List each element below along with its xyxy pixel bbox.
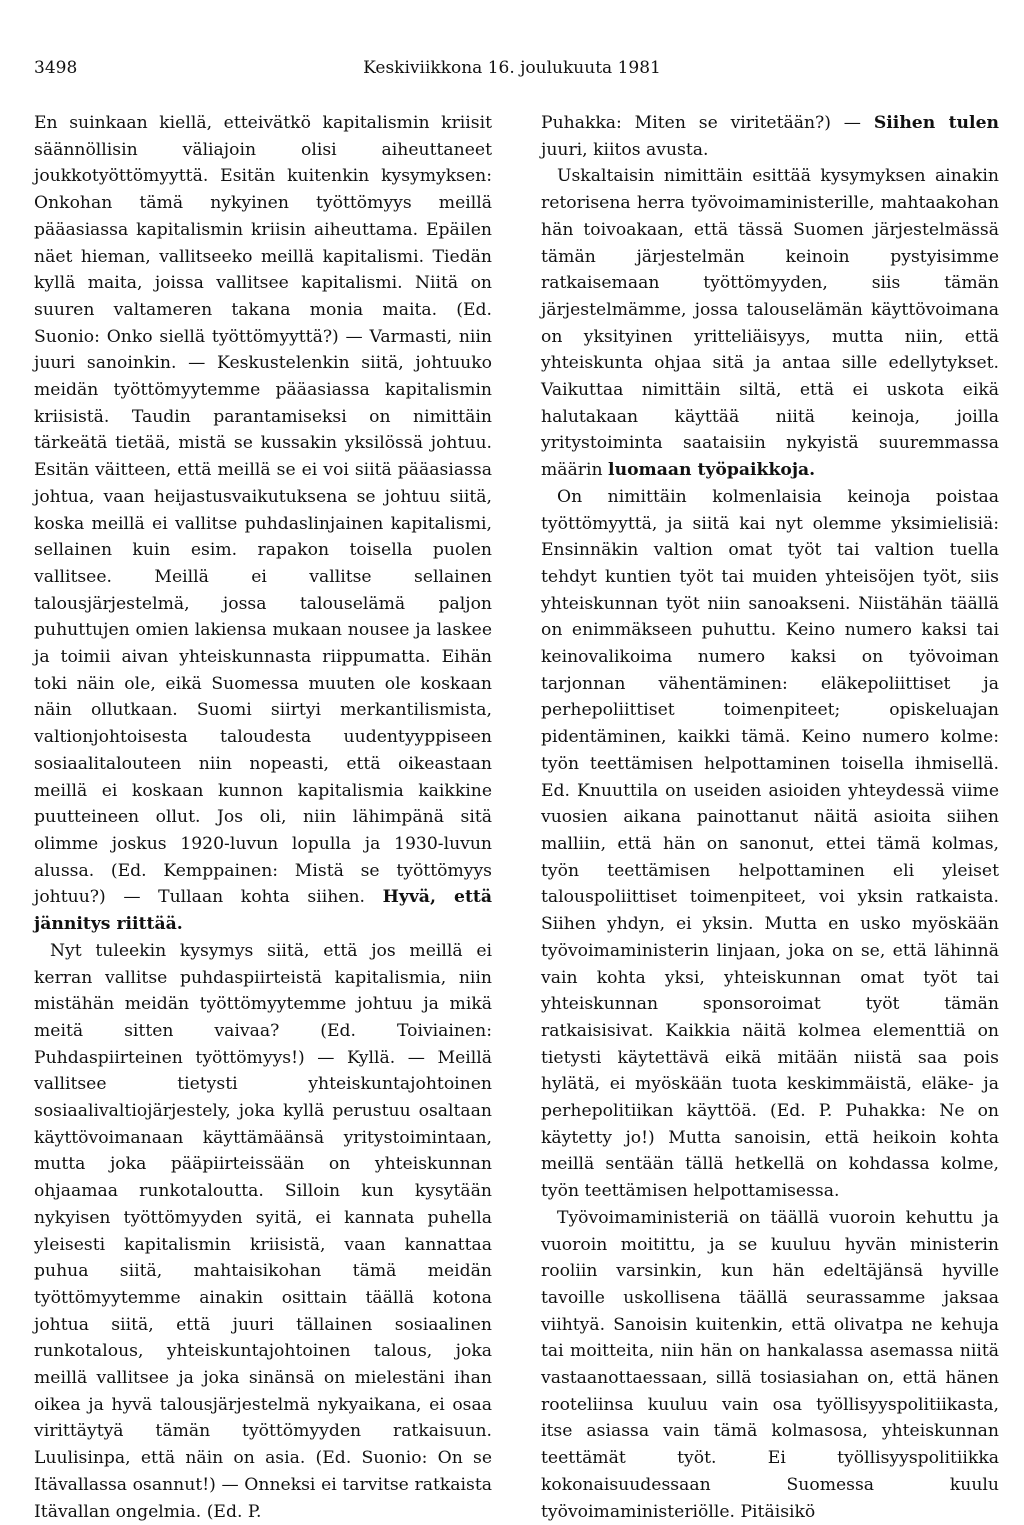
page-header <box>34 58 990 84</box>
paragraph: Nyt tuleekin kysymys siitä, että jos meillä ei kerran vallitse puhdaspiirteistä kapitalismia, niin mistähän meidän työttömyytemme johtuu ja mikä meitä sitten vaivaa? (Ed. Toiviainen: Puhdaspiirteinen työttömyys!) — Kyllä. — Meillä vallitsee tietysti yhteiskuntajohtoinen sosiaalivaltiojärjestely, joka kyllä perustuu osaltaan käyttövoimanaan käyttämäänsä yritystoimintaan, mutta joka pääpiirteissään on yhteiskunnan ohjaamaa runkotaloutta. Silloin kun kysytään nykyisen työttömyyden syitä, ei kannata puhella yleisesti kapitalismin kriisistä, vaan kannattaa puhua siitä, mahtaisikohan tämä meidän työttömyytemme ainakin osittain täällä kotona johtua siitä, että juuri tällainen sosiaalinen runkotalous, yhteiskuntajohtoinen talous, joka meillä vallitsee ja joka sinänsä on mielestäni ihan oikea ja hyvä talousjärjestelmä nykyaikana, ei osaa virittäytyä tämän työttömyyden ratkaisuun. Luulisinpa, että näin on asia. (Ed. Suonio: On se Itävallassa osannut!) — Onneksi ei tarvitse ratkaista Itävallan ongelmia. (Ed. P. <box>34 940 492 1522</box>
paragraph-text: En suinkaan kiellä, etteivätkö kapitalismin kriisit säännöllisin väliajoin olisi aiheuttaneet joukkotyöttömyyttä. Esitän kuitenkin kysymyksen: Onkohan tämä nykyinen työttömyys meillä pääasiassa kapitalismin kriisin aiheuttama. Epäilen näet hieman, vallitseeko meillä kapitalismi. Tiedän kyllä maita, joissa vallitsee kapitalismi. Niitä on suuren valtameren takana monia maita. (Ed. Suonio: Onko siellä työttömyyttä?) — Varmasti, niin juuri sanoinkin. — Keskustelenkin siitä, johtuuko meidän työttömyytemme pääasiassa kapitalismin kriisistä. Taudin parantamiseksi on nimittäin tärkeätä tietää, mistä se kussakin yksilössä johtuu. Esitän väitteen, että meillä se ei voi siitä pääasiassa johtua, vaan heijastusvaikutuksena se johtuu siitä, koska meillä ei vallitse puhdaslinjainen kapitalismi, sellainen kuin esim. rapakon toisella puolen vallitsee. Meillä ei vallitse sellainen talousjärjestelmä, jossa talouselämä paljon puhuttujen omien lakiensa mukaan nousee ja laskee ja toimii aivan yhteiskunnasta riippumatta. Eihän toki näin ole, eikä Suomessa muuten ole koskaan näin ollutkaan. Suomi siirtyi merkantilismista, valtionjohtoisesta taloudesta uudentyyppiseen sosiaalitalouteen niin nopeasti, että oikeastaan meillä ei koskaan kunnon kapitalismia kaikkine puutteineen ollut. Jos oli, niin lähimpänä sitä olimme joskus 1920-luvun lopulla ja 1930-luvun alussa. (Ed. Kemppainen: Mistä se työttömyys johtuu?) — Tullaan kohta siihen. <box>34 113 492 908</box>
page-number: 3498 <box>34 58 78 78</box>
paragraph: On nimittäin kolmenlaisia keinoja poistaa työttömyyttä, ja siitä kai nyt olemme yksimielisiä: Ensinnäkin valtion omat työt tai valtion tuella tehdyt kuntien työt tai muiden yhteisöjen työt, siis yhteiskunnan työt niin sanoakseni. Niistähän täällä on enimmäkseen puhuttu. Keino numero kaksi tai keinovalikoima numero kaksi on työvoiman tarjonnan vähentäminen: eläkepoliittiset ja perhepoliittiset toimenpiteet; opiskeluajan pidentäminen, kaikki tämä. Keino numero kolme: työn teettämisen helpottaminen toisella ihmisellä. Ed. Knuuttila on useiden asioiden yhteydessä viime vuosien aikana painottanut näitä asioita siihen malliin, että hän on sanonut, ettei tämä kolmas, työn teettämisen helpottaminen eli yleiset talouspoliittiset toimenpiteet, voi yksin ratkaista. Siihen yhdyn, ei yksin. Mutta en usko myöskään työvoimaministerin linjaan, joka on se, että lähinnä vain kohta yksi, yhteiskunnan omat työt tai yhteiskunnan sponsoroimat työt tämän ratkaisisivat. Kaikkia näitä kolmea elementtiä on tietysti käytettävä eikä mitään niistä saa pois hylätä, ei myöskään tuota keskimmäistä, eläke- ja perhepolitiikan käyttöä. (Ed. P. Puhakka: Ne on käytetty jo!) Mutta sanoisin, että heikoin kohta meillä sentään tällä hetkellä on kohdassa kolme, työn teettämisen helpottamisessa. <box>541 486 999 1202</box>
emphasized-text: Hyvä, että jännitys riittää. <box>34 887 492 935</box>
paragraph <box>34 110 492 938</box>
paragraph-text: Uskaltaisin nimittäin esittää kysymyksen ainakin retorisena herra työvoimaministerille, mahtaakohan hän toivoakaan, että tässä Suomen järjestelmässä tämän järjestelmän keinoin pystyisimme ratkaisemaan työttömyyden, siis tämän järjestelmämme, jossa talouselämän käyttövoimana on yksityinen yritteliäisyys, mutta niin, että yhteiskunta ohjaa sitä ja antaa sille edellytykset. Vaikuttaa nimittäin siltä, että ei uskota eikä halutakaan käyttää niitä keinoja, joilla yritystoiminta saataisiin nykyistä suuremmassa määrin <box>541 166 999 481</box>
paragraph-text: juuri, kiitos avusta. <box>541 139 709 160</box>
paragraph: Työvoimaministeriä on täällä vuoroin kehuttu ja vuoroin moitittu, ja se kuuluu hyvän ministerin rooliin varsinkin, kun hän edeltäjänsä hyville tavoille uskollisena täällä seurassamme jaksaa viihtyä. Sanoisin kuitenkin, että olivatpa ne kehuja tai moitteita, niin hän on hankalassa asemassa niitä vastaanottaessaan, sillä tosiasiahan on, että hänen rooteliinsa kuuluu vain osa työllisyyspolitiikasta, itse asiassa vain tämä kolmasosa, yhteiskunnan teettämät työt. Ei työllisyyspolitiikka kokonaisuudessaan Suomessa kuulu työvoimaministeriölle. Pitäisikö <box>541 1207 999 1522</box>
paragraph-text: Puhakka: Miten se viritetään?) — <box>541 113 861 133</box>
paragraph <box>541 110 999 163</box>
emphasized-text: Siihen tulen <box>873 113 999 133</box>
paragraph <box>541 163 999 483</box>
emphasized-text: luomaan työpaikkoja. <box>608 460 816 481</box>
running-head-date: Keskiviikkona 16. joulukuuta 1981 <box>363 58 661 78</box>
right-column <box>541 110 999 1525</box>
left-column <box>34 110 492 1525</box>
